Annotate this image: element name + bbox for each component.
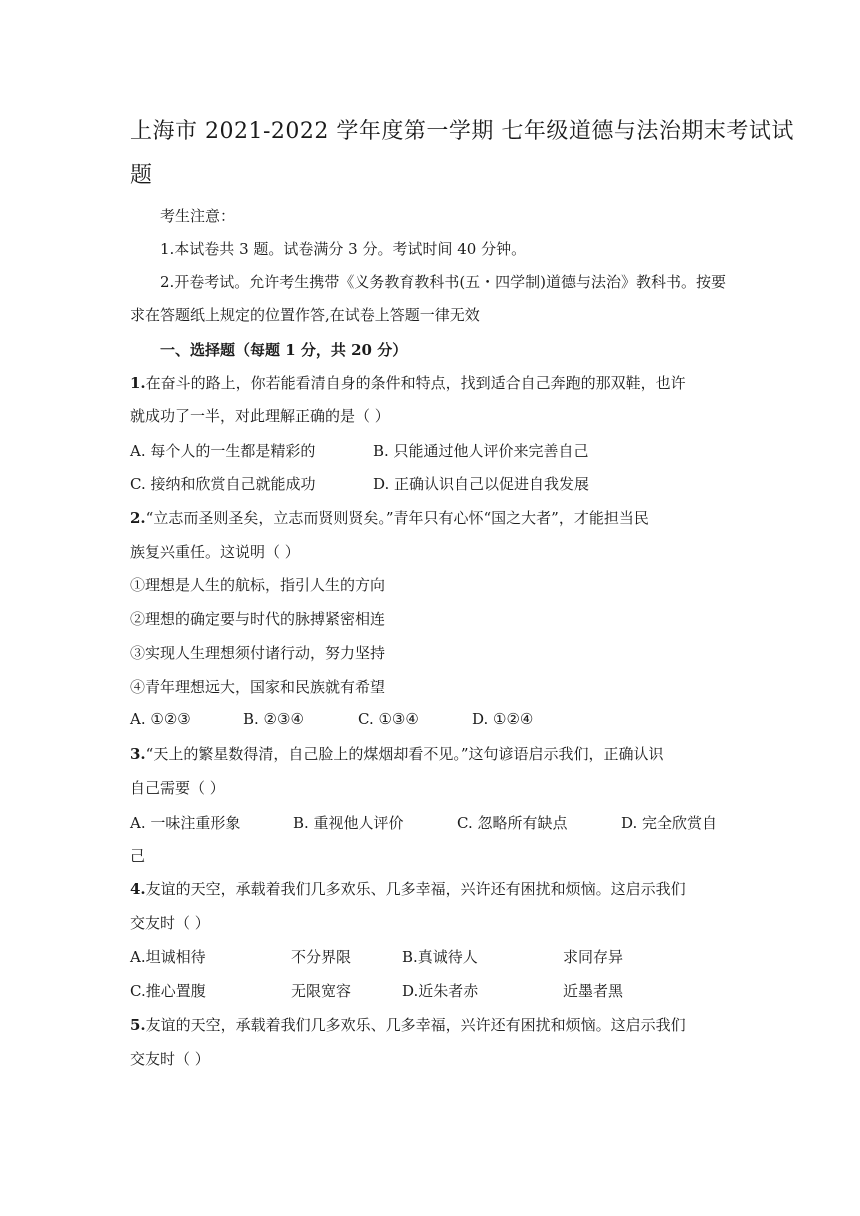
q4-option-d-part2: 近墨者黑 [563, 982, 624, 1000]
q2-statement-4: ④青年理想远大，国家和民族就有希望 [130, 678, 386, 696]
q3-option-a: A. 一味注重形象 [130, 814, 241, 832]
question-text: 友谊的天空，承载着我们几多欢乐、几多幸福，兴许还有困扰和烦恼。这启示我们 [145, 1016, 686, 1034]
q4-option-a-part2: 不分界限 [291, 948, 352, 966]
q1-option-d: D. 正确认识自己以促进自我发展 [373, 475, 590, 493]
q3-option-c: C. 忽略所有缺点 [457, 814, 568, 832]
q4-option-b: B.真诚待人 [402, 948, 478, 966]
question-number: 4. [130, 880, 146, 898]
q3-option-d: D. 完全欣赏自 [621, 814, 718, 832]
question-1 [130, 372, 686, 393]
question-4 [130, 878, 686, 899]
question-5-cont: 交友时（ ） [130, 1050, 210, 1068]
q4-option-b-part2: 求同存异 [563, 948, 624, 966]
q1-option-a: A. 每个人的一生都是精彩的 [130, 442, 316, 460]
q4-option-d: D.近朱者赤 [402, 982, 479, 1000]
q2-statement-3: ③实现人生理想须付诸行动，努力坚持 [130, 644, 386, 662]
question-text: 友谊的天空，承载着我们几多欢乐、几多幸福，兴许还有困扰和烦恼。这启示我们 [145, 880, 686, 898]
notice-item-2: 2.开卷考试。允许考生携带《义务教育教科书(五・四学制)道德与法治》教科书。按要 [160, 273, 727, 291]
q1-option-c: C. 接纳和欣赏自己就能成功 [130, 475, 316, 493]
q3-option-d-cont: 己 [130, 847, 146, 865]
q4-option-c-part2: 无限宽容 [291, 982, 352, 1000]
question-text: “天上的繁星数得清，自己脸上的煤烟却看不见。”这句谚语启示我们，正确认识 [145, 745, 664, 763]
question-text: 在奋斗的路上，你若能看清自身的条件和特点，找到适合自己奔跑的那双鞋，也许 [145, 374, 686, 392]
q2-option-b: B. ②③④ [243, 710, 304, 728]
notice-item-1: 1.本试卷共 3 题。试卷满分 3 分。考试时间 40 分钟。 [160, 240, 527, 258]
section-heading: 一、选择题（每题 1 分，共 20 分） [160, 341, 408, 359]
question-3-cont: 自己需要（ ） [130, 779, 225, 797]
question-1-cont: 就成功了一半，对此理解正确的是（ ） [130, 407, 390, 425]
question-number: 2. [130, 509, 146, 527]
q1-option-b: B. 只能通过他人评价来完善自己 [373, 442, 589, 460]
q4-option-a: A.坦诚相待 [130, 948, 206, 966]
question-2 [130, 507, 649, 528]
notice-heading: 考生注意： [160, 207, 236, 225]
q2-statement-1: ①理想是人生的航标，指引人生的方向 [130, 576, 386, 594]
q2-option-d: D. ①②④ [472, 710, 534, 728]
notice-item-2-cont: 求在答题纸上规定的位置作答,在试卷上答题一律无效 [130, 306, 480, 324]
q4-option-c: C.推心置腹 [130, 982, 206, 1000]
question-text: “立志而圣则圣矣，立志而贤则贤矣。”青年只有心怀“国之大者”，才能担当民 [145, 509, 649, 527]
q3-option-b: B. 重视他人评价 [293, 814, 404, 832]
question-5 [130, 1014, 686, 1035]
exam-title-line2: 题 [130, 163, 153, 188]
question-number: 1. [130, 374, 146, 392]
exam-title-line1: 上海市 2021-2022 学年度第一学期 七年级道德与法治期末考试试 [130, 119, 794, 144]
question-number: 5. [130, 1016, 146, 1034]
q2-option-c: C. ①③④ [358, 710, 419, 728]
q2-option-a: A. ①②③ [130, 710, 191, 728]
q2-statement-2: ②理想的确定要与时代的脉搏紧密相连 [130, 610, 386, 628]
question-3 [130, 743, 664, 764]
question-4-cont: 交友时（ ） [130, 914, 210, 932]
question-2-cont: 族复兴重任。这说明（ ） [130, 543, 300, 561]
question-number: 3. [130, 745, 146, 763]
